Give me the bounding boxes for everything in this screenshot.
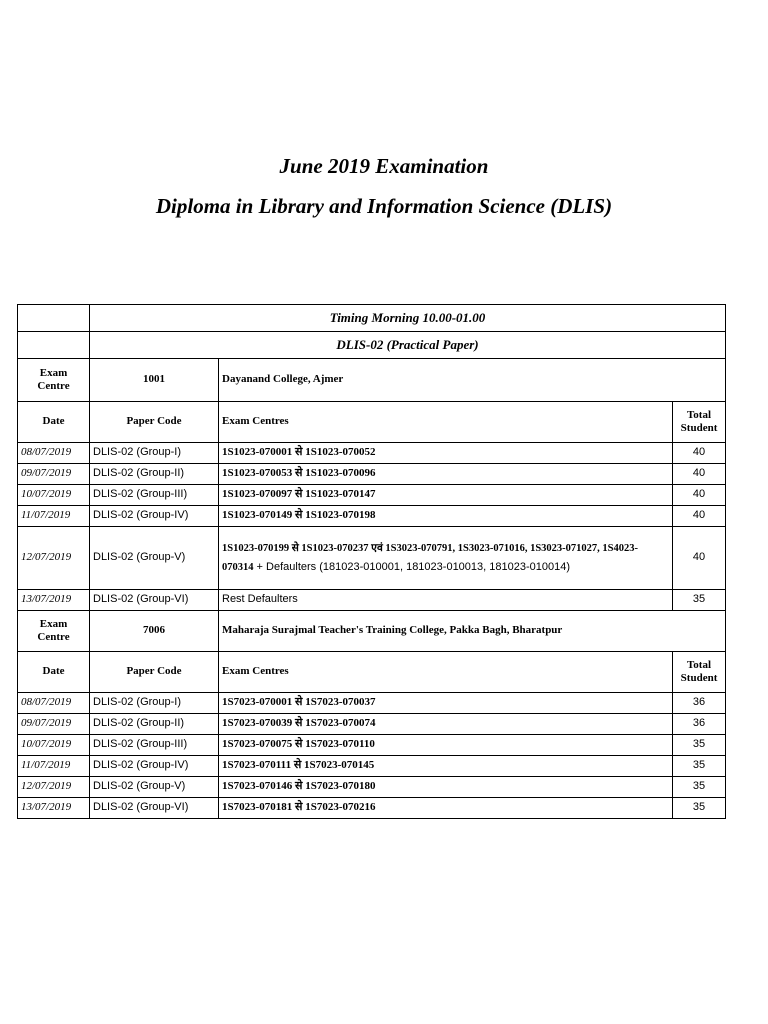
date-cell: 09/07/2019 [18,714,90,735]
exam-centre-label: Exam Centre [18,611,90,652]
date-cell: 11/07/2019 [18,506,90,527]
centre-code: 1001 [90,359,219,402]
roll-range-cell: 1S1023-070053 से 1S1023-070096 [219,464,673,485]
paper-code-header: Paper Code [90,652,219,693]
centre-name: Maharaja Surajmal Teacher's Training College, Pakka Bagh, Bharatpur [219,611,726,652]
paper-code-cell: DLIS-02 (Group-IV) [90,756,219,777]
course-title: Diploma in Library and Information Science (DLIS) [155,194,613,218]
table-row [18,714,726,735]
roll-range-text: 1S1023-070199 से 1S1023-070237 एवं 1S3023-070791, 1S3023-071016, 1S3023-071027, 1S4023-070314 [222,543,639,573]
date-cell: 08/07/2019 [18,693,90,714]
centre-name: Dayanand College, Ajmer [219,359,726,402]
total-cell: 40 [673,506,726,527]
roll-range-cell: 1S7023-070001 से 1S7023-070037 [219,693,673,714]
column-header-row [18,652,726,693]
paper-code-cell: DLIS-02 (Group-III) [90,735,219,756]
total-cell: 40 [673,464,726,485]
paper-row [18,332,726,359]
date-cell: 12/07/2019 [18,777,90,798]
roll-range-cell: 1S7023-070111 से 1S7023-070145 [219,756,673,777]
table-row [18,464,726,485]
date-cell: 13/07/2019 [18,590,90,611]
centre-header-row [18,359,726,402]
total-student-header: Total Student [673,652,726,693]
total-cell: 36 [673,714,726,735]
paper-label: DLIS-02 (Practical Paper) [90,332,726,359]
date-cell: 10/07/2019 [18,485,90,506]
exam-schedule-table [17,304,726,819]
table-row [18,735,726,756]
roll-range-cell: Rest Defaulters [219,590,673,611]
total-cell: 35 [673,735,726,756]
date-cell: 09/07/2019 [18,464,90,485]
date-header: Date [18,652,90,693]
date-cell: 11/07/2019 [18,756,90,777]
total-cell: 40 [673,485,726,506]
date-cell: 12/07/2019 [18,527,90,590]
total-cell: 35 [673,590,726,611]
table-row [18,777,726,798]
date-cell: 10/07/2019 [18,735,90,756]
paper-code-cell: DLIS-02 (Group-I) [90,693,219,714]
table-row [18,527,726,590]
exam-centres-header: Exam Centres [219,652,673,693]
roll-range-cell: 1S7023-070039 से 1S7023-070074 [219,714,673,735]
exam-title: June 2019 Examination [279,154,489,178]
paper-code-header: Paper Code [90,402,219,443]
exam-centre-label: Exam Centre [18,359,90,402]
total-cell: 40 [673,443,726,464]
paper-code-cell: DLIS-02 (Group-II) [90,464,219,485]
date-cell: 08/07/2019 [18,443,90,464]
roll-range-cell [219,527,673,590]
roll-range-cell: 1S7023-070146 से 1S7023-070180 [219,777,673,798]
date-cell: 13/07/2019 [18,798,90,819]
exam-centres-header: Exam Centres [219,402,673,443]
date-header: Date [18,402,90,443]
total-cell: 35 [673,756,726,777]
table-row [18,443,726,464]
paper-code-cell: DLIS-02 (Group-V) [90,527,219,590]
paper-code-cell: DLIS-02 (Group-II) [90,714,219,735]
timing-label: Timing Morning 10.00-01.00 [90,305,726,332]
centre-code: 7006 [90,611,219,652]
table-row [18,506,726,527]
paper-code-cell: DLIS-02 (Group-VI) [90,798,219,819]
total-cell: 40 [673,527,726,590]
roll-range-cell: 1S7023-070075 से 1S7023-070110 [219,735,673,756]
table-row [18,798,726,819]
paper-code-cell: DLIS-02 (Group-III) [90,485,219,506]
table-row [18,756,726,777]
column-header-row [18,402,726,443]
roll-range-cell: 1S7023-070181 से 1S7023-070216 [219,798,673,819]
total-cell: 35 [673,798,726,819]
total-student-header: Total Student [673,402,726,443]
paper-code-cell: DLIS-02 (Group-V) [90,777,219,798]
paper-code-cell: DLIS-02 (Group-I) [90,443,219,464]
roll-range-cell: 1S1023-070149 से 1S1023-070198 [219,506,673,527]
blank-cell [18,332,90,359]
defaulters-text: + Defaulters (181023-010001, 181023-010013, 181023-010014) [253,561,571,573]
table-row [18,485,726,506]
roll-range-cell: 1S1023-070001 से 1S1023-070052 [219,443,673,464]
total-cell: 35 [673,777,726,798]
paper-code-cell: DLIS-02 (Group-VI) [90,590,219,611]
total-cell: 36 [673,693,726,714]
table-row [18,693,726,714]
centre-header-row [18,611,726,652]
timing-row [18,305,726,332]
paper-code-cell: DLIS-02 (Group-IV) [90,506,219,527]
blank-cell [18,305,90,332]
roll-range-cell: 1S1023-070097 से 1S1023-070147 [219,485,673,506]
table-row [18,590,726,611]
